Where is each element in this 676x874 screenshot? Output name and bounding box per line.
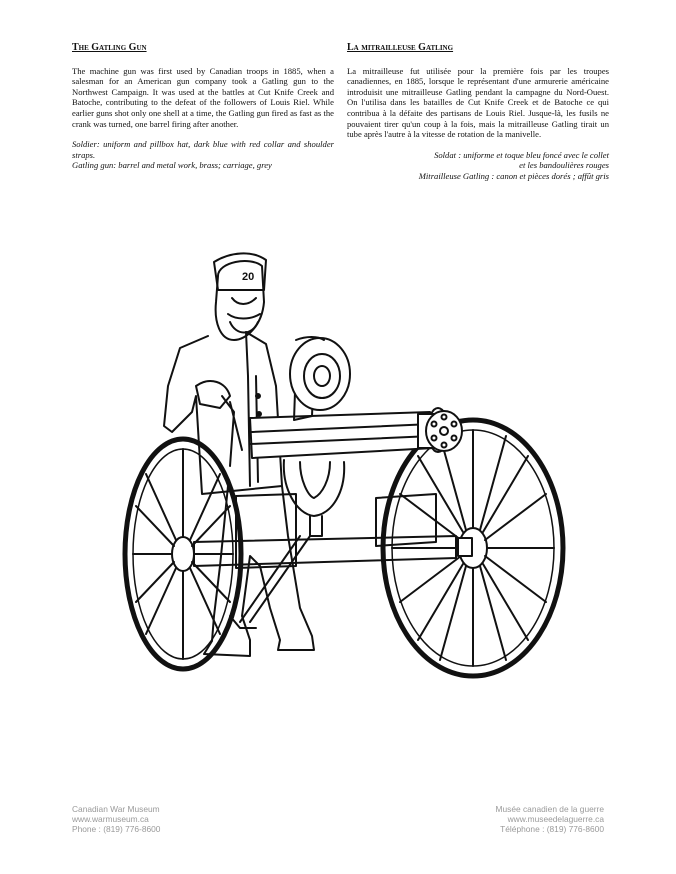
gatling-barrel — [250, 408, 462, 458]
footer-museum-name-fr: Musée canadien de la guerre — [495, 804, 604, 814]
hat-number: 20 — [242, 271, 255, 283]
french-title: La mitrailleuse Gatling — [347, 42, 454, 53]
footer-phone-fr: Téléphone : (819) 776-8600 — [500, 824, 604, 834]
french-caption-soldier: Soldat : uniforme et toque bleu foncé avec le collet — [434, 149, 609, 160]
gatling-gun-illustration — [100, 236, 580, 696]
ammunition-hopper — [290, 337, 350, 420]
footer-url-en[interactable]: www.warmuseum.ca — [72, 814, 149, 824]
french-caption-gun: Mitrailleuse Gatling : canon et pièces dorés ; affût gris — [418, 170, 609, 181]
english-caption-gun: Gatling gun: barrel and metal work, brass; carriage, grey — [72, 160, 272, 171]
french-column — [347, 43, 609, 182]
english-column — [72, 43, 334, 171]
english-title: The Gatling Gun — [72, 42, 147, 53]
left-wheel — [125, 439, 241, 669]
footer-french — [496, 804, 604, 834]
english-caption-soldier: Soldier: uniform and pillbox hat, dark blue with red collar and shoulder straps. — [72, 139, 334, 160]
footer-english — [72, 804, 160, 834]
english-body: The machine gun was first used by Canadian troops in 1885, when a salesman for an American gun company took a Gatling gun to the Northwest Campaign. It was used at the battles at Cut Knife Creek and Batoche, contributing to the defeat of the followers of Louis Riel. While earlier guns shot only one shell at a time, the Gatling gun fired as fast as the crank was turned, one barrel firing after another. — [72, 65, 334, 129]
footer-phone-en: Phone : (819) 776-8600 — [72, 824, 161, 834]
gun-mount — [284, 460, 344, 536]
french-body: La mitrailleuse fut utilisée pour la première fois par les troupes canadiennes, en 1885, lorsque le représentant d'une armurerie américaine introduisit une mitrailleuse Gatling pendant la campagne du Nord-Ouest. On l'utilisa dans les batailles de Cut Knife Creek et de Batoche ce qui contribua à la défaite des partisans de Louis Riel. Jusque-là, les fusils ne pouvaient tirer qu'un coup à la fois, mais la mitrailleuse Gatling tirait un tube après l'autre à la vitesse de rotation de la manivelle. — [347, 65, 609, 140]
footer-url-fr[interactable]: www.museedelaguerre.ca — [507, 814, 604, 824]
footer-museum-name-en: Canadian War Museum — [72, 804, 160, 814]
french-caption-soldier-2: et les bandoulières rouges — [519, 160, 609, 171]
soldier-legs — [204, 486, 314, 656]
